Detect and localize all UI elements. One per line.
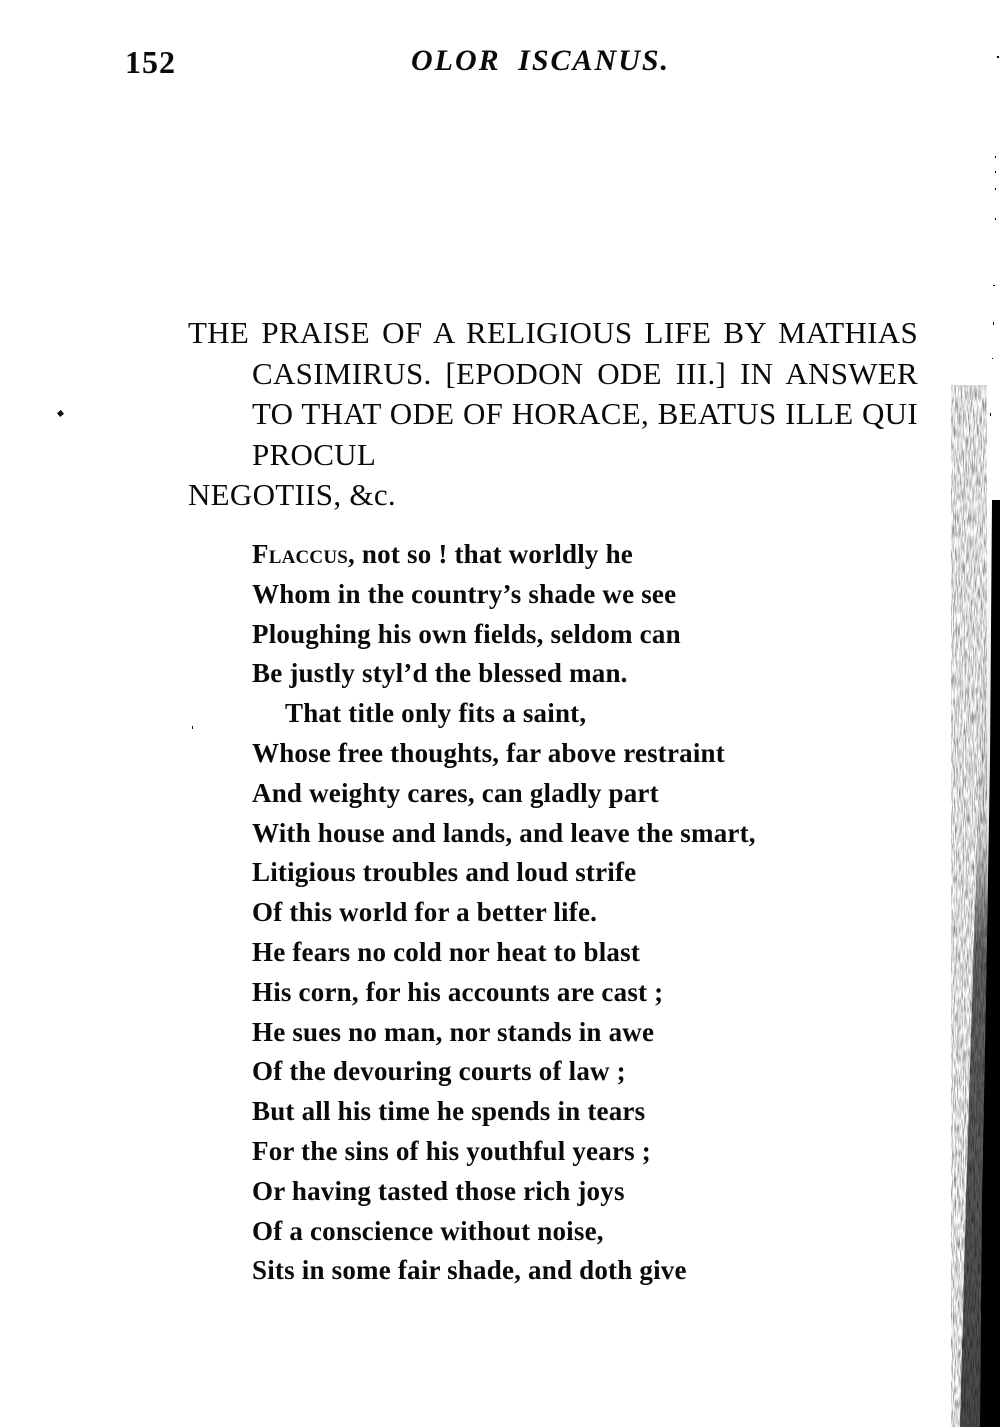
poem-first-word: Flaccus	[252, 539, 349, 569]
running-head	[0, 44, 1000, 84]
gutter-dot	[993, 285, 995, 286]
poem-line	[252, 535, 902, 575]
poem-line: But all his time he spends in tears	[252, 1096, 646, 1127]
poem-line: Or having tasted those rich joys	[252, 1175, 625, 1206]
gutter-dot	[995, 156, 996, 158]
poem-heading	[188, 313, 918, 516]
poem-line: Ploughing his own fields, seldom can	[252, 618, 681, 649]
running-title: OLOR ISCANUS.	[411, 44, 671, 77]
poem-line: And weighty cares, can gladly part	[252, 777, 659, 808]
book-gutter-shadow	[940, 0, 1000, 1427]
gutter-dot	[995, 218, 996, 220]
scan-speck	[192, 726, 193, 729]
poem-line: He fears no cold nor heat to blast	[252, 936, 641, 967]
poem-body	[252, 535, 902, 1291]
poem-line: Be justly styl’d the blessed man.	[252, 658, 628, 689]
gutter-dot	[995, 171, 996, 173]
poem-line: Of the devouring courts of law ;	[252, 1056, 626, 1087]
heading-line-4: HORACE, BEATUS ILLE QUI PROCUL	[252, 396, 918, 472]
scan-speck	[57, 410, 64, 417]
poem-line: Whose free thoughts, far above restraint	[252, 737, 725, 768]
heading-line-3: III.] IN ANSWER TO THAT ODE OF	[252, 355, 919, 431]
poem-line-text: , not so ! that worldly he	[348, 539, 633, 569]
heading-line-5: NEGOTIIS, &c.	[188, 477, 396, 512]
gutter-dot	[997, 56, 999, 58]
gutter-specks	[954, 480, 984, 1427]
gutter-dot	[993, 322, 994, 325]
poem-line: He sues no man, nor stands in awe	[252, 1016, 655, 1047]
poem-line: Litigious troubles and loud strife	[252, 857, 637, 888]
page-number: 152	[125, 44, 176, 80]
gutter-dot	[990, 413, 991, 416]
heading-line-2: MATHIAS CASIMIRUS. [EPODON ODE	[252, 315, 918, 391]
poem-line: For the sins of his youthful years ;	[252, 1135, 651, 1166]
poem-line: His corn, for his accounts are cast ;	[252, 976, 664, 1007]
poem-line: Of this world for a better life.	[252, 897, 598, 928]
gutter-dot	[992, 358, 993, 359]
heading-line-1: THE PRAISE OF A RELIGIOUS LIFE BY	[188, 315, 779, 350]
poem-line: With house and lands, and leave the smart,	[252, 817, 756, 848]
poem-line: That title only fits a saint,	[285, 698, 587, 729]
poem-line: Sits in some fair shade, and doth give	[252, 1255, 687, 1286]
gutter-dot	[995, 188, 996, 190]
poem-line: Of a conscience without noise,	[252, 1215, 604, 1246]
poem-line: Whom in the country’s shade we see	[252, 578, 677, 609]
